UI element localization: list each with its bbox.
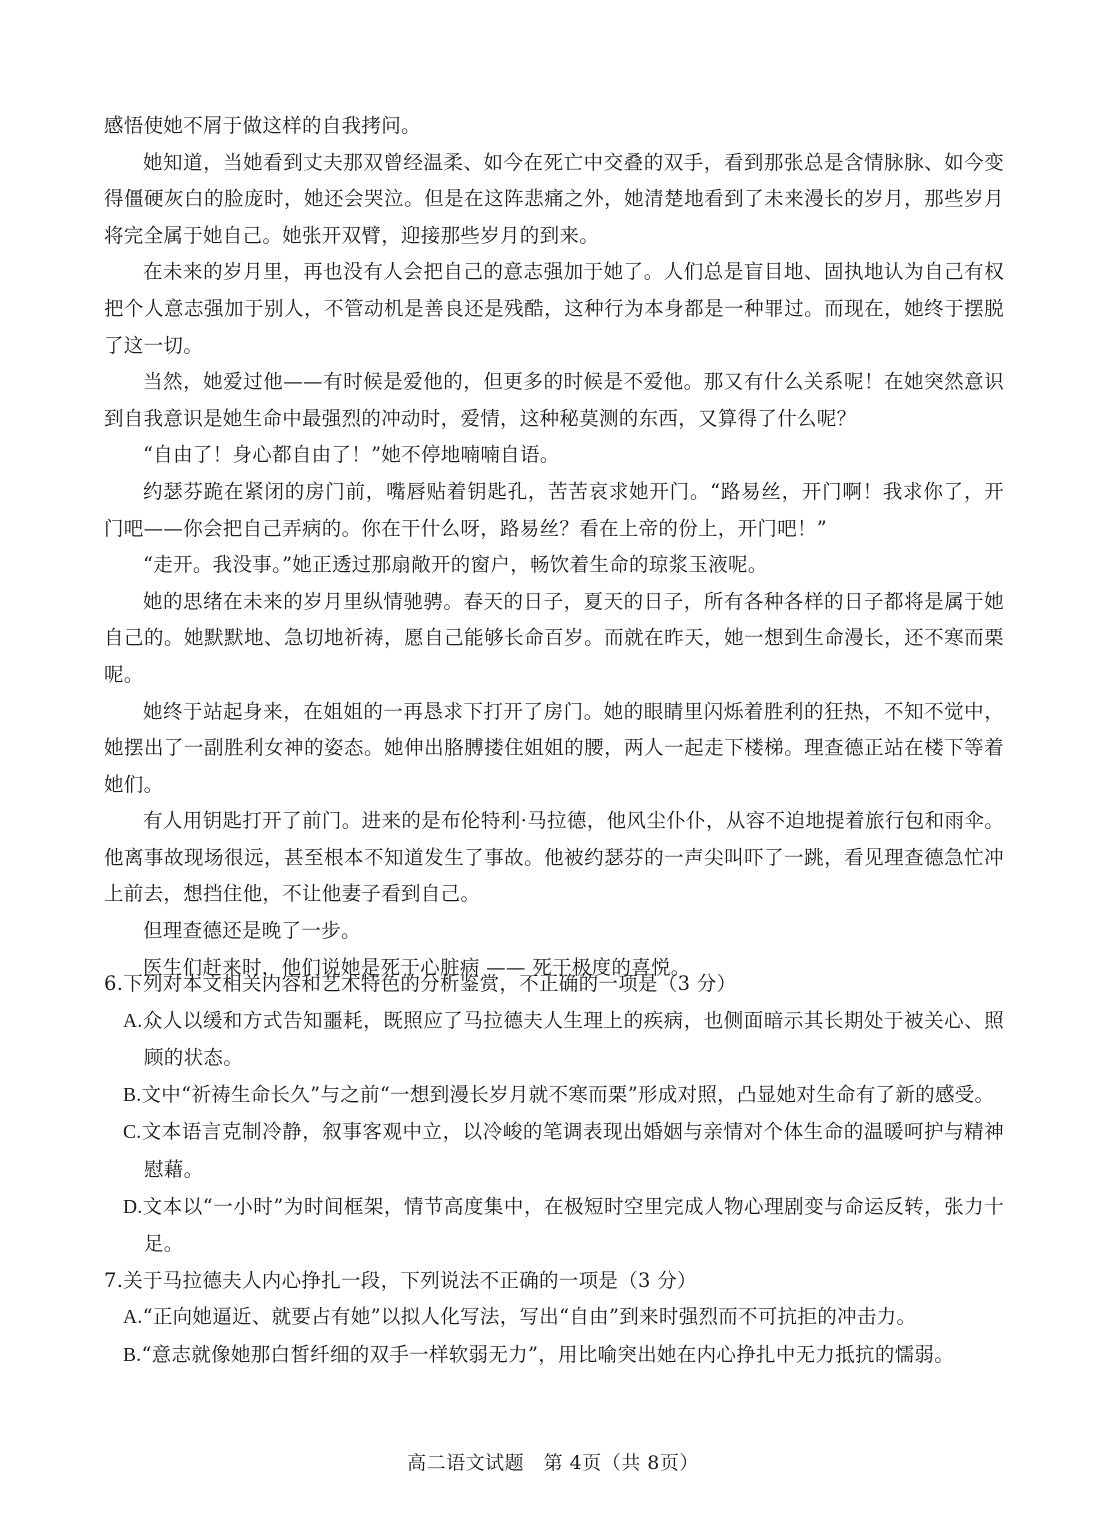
- page-footer: 高二语文试题 第 4页（共 8页）: [407, 1452, 699, 1474]
- question-6-option-d: [104, 1189, 1004, 1263]
- option-text: 文本语言克制冷静，叙事客观中立，以冷峻的笔调表现出婚姻与亲情对个体生命的温暖呵护与精神慰藉。: [141, 1120, 1004, 1181]
- option-letter: B.: [123, 1344, 142, 1366]
- question-7-stem: 7.关于马拉德夫人内心挣扎一段，下列说法不正确的一项是（3 分）: [104, 1268, 697, 1292]
- passage-paragraph: 医生们赶来时，他们说她是死于心脏病 —— 死于极度的喜悦。: [143, 955, 691, 979]
- passage-paragraph: 她知道，当她看到丈夫那双曾经温柔、如今在死亡中交叠的双手，看到那张总是含情脉脉、如今变得僵硬灰白的脸庞时，她还会哭泣。但是在这阵悲痛之外，她清楚地看到了未来漫长的岁月，那些岁月将完全属于她自己。她张开双臂，迎接那些岁月的到来。: [104, 150, 1004, 247]
- question-6-option-a: [104, 1003, 1004, 1077]
- question-6-option-c: [104, 1114, 1004, 1188]
- question-7-option-a: [104, 1299, 1004, 1337]
- passage-paragraph: 但理查德还是晚了一步。: [143, 919, 361, 943]
- option-letter: D.: [123, 1196, 143, 1218]
- option-letter: A.: [123, 1010, 143, 1032]
- option-letter: C.: [123, 1122, 142, 1144]
- option-text: 众人以缓和方式告知噩耗，既照应了马拉德夫人生理上的疾病，也侧面暗示其长期处于被关心、照顾的状态。: [142, 1008, 1004, 1070]
- question-6-option-b: [104, 1077, 1004, 1115]
- option-text: 文中“祈祷生命长久”与之前“一想到漫长岁月就不寒而栗”形成对照，凸显她对生命有了新的感受。: [141, 1082, 995, 1106]
- passage-paragraph: 她的思绪在未来的岁月里纵情驰骋。春天的日子，夏天的日子，所有各种各样的日子都将是属于她自己的。她默默地、急切地祈祷，愿自己能够长命百岁。而就在昨天，她一想到生命漫长，还不寒而栗呢。: [104, 589, 1004, 686]
- passage-paragraph: “走开。我没事。”她正透过那扇敞开的窗户，畅饮着生命的琼浆玉液呢。: [143, 553, 768, 577]
- passage-paragraph: “自由了！身心都自由了！”她不停地喃喃自语。: [143, 443, 560, 467]
- reading-passage: [104, 108, 1004, 986]
- option-text: 文本以“一小时”为时间框架，情节高度集中，在极短时空里完成人物心理剧变与命运反转，张力十足。: [142, 1194, 1004, 1256]
- passage-paragraph: 约瑟芬跪在紧闭的房门前，嘴唇贴着钥匙孔，苦苦哀求她开门。“路易丝，开门啊！我求你了，开门吧——你会把自己弄病的。你在干什么呀，路易丝？看在上帝的份上，开门吧！”: [104, 479, 1004, 540]
- question-6-stem: 6.下列对本文相关内容和艺术特色的分析鉴赏，不正确的一项是（3 分）: [104, 972, 737, 995]
- passage-paragraph: 有人用钥匙打开了前门。进来的是布伦特利·马拉德，他风尘仆仆，从容不迫地提着旅行包和雨伞。他离事故现场很远，甚至根本不知道发生了事故。他被约瑟芬的一声尖叫吓了一跳，看见理查德急忙冲上前去，想挡住他，不让他妻子看到自己。: [104, 809, 1004, 906]
- option-text: “正向她逼近、就要占有她”以拟人化写法，写出“自由”到来时强烈而不可抗拒的冲击力。: [142, 1305, 917, 1329]
- passage-paragraph: 感悟使她不屑于做这样的自我拷问。: [104, 114, 421, 137]
- passage-paragraph: 她终于站起身来，在姐姐的一再恳求下打开了房门。她的眼睛里闪烁着胜利的狂热，不知不觉中，她摆出了一副胜利女神的姿态。她伸出胳膊搂住姐姐的腰，两人一起走下楼梯。理查德正站在楼下等着她们。: [104, 699, 1004, 796]
- question-7-option-b: [104, 1337, 1004, 1375]
- option-letter: B.: [123, 1084, 142, 1106]
- passage-paragraph: 在未来的岁月里，再也没有人会把自己的意志强加于她了。人们总是盲目地、固执地认为自己有权把个人意志强加于别人，不管动机是善良还是残酷，这种行为本身都是一种罪过。而现在，她终于摆脱了这一切。: [104, 260, 1004, 357]
- option-text: “意志就像她那白皙纤细的双手一样软弱无力”，用比喻突出她在内心挣扎中无力抵抗的懦弱。: [141, 1342, 955, 1366]
- option-letter: A.: [123, 1307, 143, 1329]
- question-section: [104, 966, 1004, 1375]
- passage-paragraph: 当然，她爱过他——有时候是爱他的，但更多的时候是不爱他。那又有什么关系呢！在她突然意识到自我意识是她生命中最强烈的冲动时，爱情，这种秘莫测的东西，又算得了什么呢？: [104, 370, 1004, 430]
